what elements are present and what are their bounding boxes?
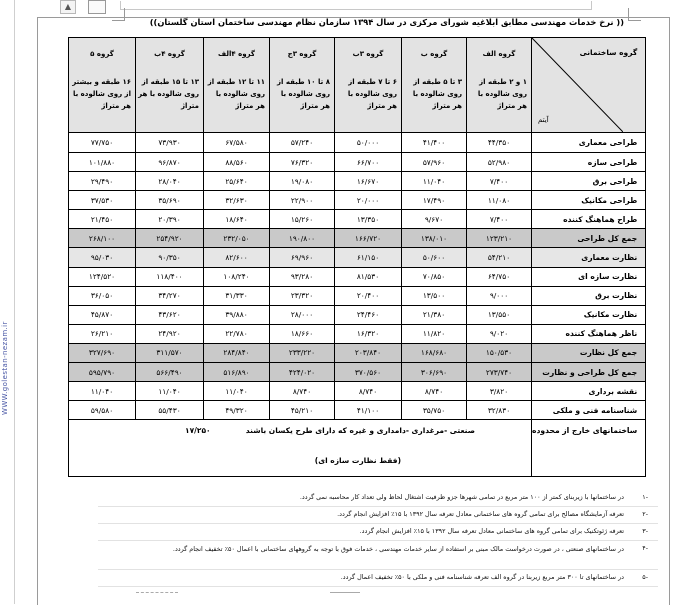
fee-value: ۵۹۵/۷۹۰ bbox=[69, 363, 136, 382]
footnote-item bbox=[98, 570, 658, 587]
fee-value: ۱۷/۴۹۰ bbox=[402, 191, 467, 210]
fee-value: ۶۹/۹۶۰ bbox=[270, 248, 335, 267]
special-note-cell bbox=[69, 420, 532, 477]
page-thumbnail-icon[interactable] bbox=[88, 0, 106, 14]
fee-value: ۲۴/۹۲۰ bbox=[136, 324, 204, 343]
fee-value: ۷۷/۷۵۰ bbox=[69, 133, 136, 153]
fee-value: ۵۷/۲۴۰ bbox=[270, 133, 335, 153]
group-header-cell bbox=[402, 38, 467, 133]
fee-value: ۷۶/۳۲۰ bbox=[270, 153, 335, 172]
fee-value: ۱۱۸/۴۰۰ bbox=[136, 267, 204, 286]
group-name: گروه ۳ب bbox=[352, 50, 384, 58]
fee-value: ۴۹/۳۲۰ bbox=[204, 401, 270, 420]
fee-value: ۳۶/۰۵۰ bbox=[69, 286, 136, 305]
group-name: گروه ۵ bbox=[90, 50, 114, 58]
fee-value: ۱۳/۵۰۰ bbox=[402, 286, 467, 305]
group-header bbox=[402, 38, 466, 132]
fee-value: ۱۱/۰۴۰ bbox=[402, 172, 467, 191]
fee-value: ۲۷۳/۷۴۰ bbox=[467, 363, 532, 382]
footnote-number: -۱ bbox=[642, 493, 648, 501]
fee-value: ۳/۸۲۰ bbox=[467, 382, 532, 401]
fee-value: ۵۱۶/۸۹۰ bbox=[204, 363, 270, 382]
fee-value: ۲۲/۷۸۰ bbox=[204, 324, 270, 343]
fee-table bbox=[68, 37, 646, 477]
table-row bbox=[69, 267, 646, 286]
fee-value: ۸۲/۶۰۰ bbox=[204, 248, 270, 267]
fee-value: ۲۴/۴۶۰ bbox=[335, 305, 402, 324]
special-note-text: صنعتی -مرغداری -دامداری و غیره که دارای طرح یکسان باشند bbox=[245, 426, 475, 436]
fee-value: ۴۱/۴۰۰ bbox=[402, 133, 467, 153]
fee-value: ۲۹/۴۹۰ bbox=[69, 172, 136, 191]
group-header bbox=[136, 38, 203, 132]
group-name: گروه ۴ب bbox=[154, 50, 185, 58]
group-description: ۱۱ تا ۱۲ طبقه از روی شالوده با هر متراژ bbox=[207, 78, 265, 110]
fee-value: ۶۴/۷۵۰ bbox=[467, 267, 532, 286]
group-description: ۸ تا ۱۰ طبقه از روی شالوده با هر متراژ bbox=[276, 78, 330, 110]
fee-value: ۱۱/۰۸۰ bbox=[467, 191, 532, 210]
fee-value: ۲۱/۴۵۰ bbox=[69, 210, 136, 229]
fee-value: ۹۳/۲۸۰ bbox=[270, 267, 335, 286]
special-row bbox=[69, 420, 646, 477]
fee-value: ۳۷/۵۳۰ bbox=[69, 191, 136, 210]
fee-value: ۱۰۱/۸۸۰ bbox=[69, 153, 136, 172]
row-label: طراحی مکانیک bbox=[532, 191, 646, 210]
fee-value: ۱۳/۳۵۰ bbox=[335, 210, 402, 229]
fee-value: ۳۲۷/۶۹۰ bbox=[69, 343, 136, 362]
corner-header bbox=[532, 38, 645, 132]
fee-value: ۷/۴۰۰ bbox=[467, 210, 532, 229]
fee-value: ۷/۴۰۰ bbox=[467, 172, 532, 191]
fee-value: ۷۰/۸۵۰ bbox=[402, 267, 467, 286]
row-label: نظارت مکانیک bbox=[532, 305, 646, 324]
group-name: گروه الف bbox=[482, 50, 516, 58]
row-label: طراحی معماری bbox=[532, 133, 646, 153]
fee-value: ۸۱/۵۳۰ bbox=[335, 267, 402, 286]
footnote-text: تعرفه ژئوتکنیک برای تمامی گروه های ساختمانی معادل تعرفه سال ۱۳۹۲ با ۱۵٪ افزایش انجام گردد. bbox=[359, 527, 624, 535]
frame-edge bbox=[120, 1, 592, 10]
table-row bbox=[69, 286, 646, 305]
fee-value: ۳۱/۳۳۰ bbox=[204, 286, 270, 305]
group-header bbox=[467, 38, 531, 132]
page-edge-mark-2 bbox=[330, 592, 360, 593]
fee-value: ۹/۰۲۰ bbox=[467, 324, 532, 343]
group-header-cell bbox=[204, 38, 270, 133]
fee-value: ۱۱/۰۴۰ bbox=[204, 382, 270, 401]
fee-value: ۵۴/۲۱۰ bbox=[467, 248, 532, 267]
fee-value: ۴۵/۲۱۰ bbox=[270, 401, 335, 420]
fee-value: ۴۵/۸۷۰ bbox=[69, 305, 136, 324]
footnote-item bbox=[98, 524, 658, 541]
row-label: شناسنامه فنی و ملکی bbox=[532, 401, 646, 420]
fee-value: ۷۳/۹۳۰ bbox=[136, 133, 204, 153]
row-label: طراحی سازه bbox=[532, 153, 646, 172]
fee-value: ۱۳۸/۰۱۰ bbox=[402, 229, 467, 248]
footnote-number: -۲ bbox=[642, 510, 648, 518]
fee-value: ۲۵۴/۹۲۰ bbox=[136, 229, 204, 248]
fee-value: ۳۰۶/۶۹۰ bbox=[402, 363, 467, 382]
row-label: جمع کل نظارت bbox=[532, 343, 646, 362]
fee-value: ۵۷/۹۶۰ bbox=[402, 153, 467, 172]
group-header-cell bbox=[69, 38, 136, 133]
fee-value: ۵۰/۰۰۰ bbox=[335, 133, 402, 153]
fee-value: ۲۶/۲۱۰ bbox=[69, 324, 136, 343]
fee-value: ۱۲۳/۲۱۰ bbox=[467, 229, 532, 248]
footnote-number: -۴ bbox=[642, 544, 648, 552]
fee-value: ۹۰/۳۵۰ bbox=[136, 248, 204, 267]
fee-value: ۴۴/۳۵۰ bbox=[467, 133, 532, 153]
row-label: نظارت برق bbox=[532, 286, 646, 305]
fee-value: ۵۹/۵۸۰ bbox=[69, 401, 136, 420]
fee-value: ۱۵۰/۵۳۰ bbox=[467, 343, 532, 362]
fee-value: ۵۵/۴۳۰ bbox=[136, 401, 204, 420]
special-row-label: ساختمانهای خارج از محدوده bbox=[532, 420, 646, 477]
group-name: گروه ۳ج bbox=[287, 50, 317, 58]
fee-value: ۳۲/۶۳۰ bbox=[204, 191, 270, 210]
fee-value: ۲۸۴/۸۴۰ bbox=[204, 343, 270, 362]
fee-value: ۳۹/۸۸۰ bbox=[204, 305, 270, 324]
group-header bbox=[69, 38, 135, 132]
fee-value: ۲۳/۳۲۰ bbox=[270, 286, 335, 305]
fee-value: ۱۹/۰۸۰ bbox=[270, 172, 335, 191]
group-description: ۱۳ تا ۱۵ طبقه از روی شالوده با هر متراژ bbox=[138, 78, 199, 110]
row-label: نقشه برداری bbox=[532, 382, 646, 401]
row-label: جمع کل طراحی bbox=[532, 229, 646, 248]
group-name: گروه ۴الف bbox=[217, 50, 255, 58]
group-description: ۶ تا ۷ طبقه از روی شالوده با هر متراژ bbox=[347, 78, 397, 110]
corner-header-cell bbox=[532, 38, 646, 133]
page-title: (( نرخ خدمات مهندسی مطابق ابلاغیه شورای مرکزی در سال ۱۳۹۴ سازمان نظام مهندسی ساختمان استان گلستان)) bbox=[149, 17, 624, 27]
fee-value: ۸/۷۴۰ bbox=[270, 382, 335, 401]
fee-value: ۱۹۰/۸۰۰ bbox=[270, 229, 335, 248]
special-note-value: ۱۷/۲۵۰ bbox=[185, 426, 211, 436]
group-header-cell bbox=[270, 38, 335, 133]
row-label: ناظر هماهنگ کننده bbox=[532, 324, 646, 343]
fee-value: ۳۱۱/۵۷۰ bbox=[136, 343, 204, 362]
fee-value: ۱۵/۲۶۰ bbox=[270, 210, 335, 229]
table-row bbox=[69, 133, 646, 153]
table-row bbox=[69, 401, 646, 420]
fee-value: ۱۶/۳۲۰ bbox=[335, 324, 402, 343]
table-row bbox=[69, 382, 646, 401]
fee-value: ۱۱/۰۴۰ bbox=[69, 382, 136, 401]
corner-top-label: گروه ساختمانی bbox=[579, 48, 638, 57]
footnote-item bbox=[98, 541, 658, 570]
fee-value: ۱۶۶/۷۲۰ bbox=[335, 229, 402, 248]
fee-value: ۶۷/۵۸۰ bbox=[204, 133, 270, 153]
fee-value: ۲۸/۰۴۰ bbox=[136, 172, 204, 191]
table-row bbox=[69, 172, 646, 191]
fee-value: ۳۷۰/۵۶۰ bbox=[335, 363, 402, 382]
fee-value: ۲۸/۰۰۰ bbox=[270, 305, 335, 324]
fee-value: ۹/۶۷۰ bbox=[402, 210, 467, 229]
table-row bbox=[69, 343, 646, 362]
fee-value: ۲۵/۶۴۰ bbox=[204, 172, 270, 191]
table-row bbox=[69, 191, 646, 210]
fee-value: ۱۰۸/۲۴۰ bbox=[204, 267, 270, 286]
scroll-up-arrow-icon[interactable]: ▲ bbox=[60, 0, 76, 14]
fee-value: ۲۳۳/۲۲۰ bbox=[270, 343, 335, 362]
footnote-text: تعرفه آزمایشگاه مصالح برای تمامی گروه های ساختمانی معادل تعرفه سال ۱۳۹۲ با ۱۵٪ افزایش انجام گردد. bbox=[337, 510, 624, 518]
fee-value: ۲۶۸/۱۰۰ bbox=[69, 229, 136, 248]
group-name: گروه ب bbox=[420, 50, 448, 58]
fee-value: ۱۸/۶۴۰ bbox=[204, 210, 270, 229]
fee-value: ۲۰۳/۸۴۰ bbox=[335, 343, 402, 362]
group-header bbox=[335, 38, 401, 132]
group-description: ۱ و ۲ طبقه از روی شالوده با هر متراژ bbox=[477, 78, 527, 110]
fee-value: ۸۸/۵۶۰ bbox=[204, 153, 270, 172]
fee-value: ۳۵/۷۵۰ bbox=[402, 401, 467, 420]
footnote-text: در ساختمانهای صنعتی ، در صورت درخواست مالک مبنی بر استفاده از سایر خدمات مهندسی ، خدمات فوق با توجه به گروههای ساختمانی با اعمال ۵۰٪ تخفیف انجام گردد. bbox=[172, 545, 624, 553]
fee-value: ۵۲/۹۸۰ bbox=[467, 153, 532, 172]
group-description: ۱۶ طبقه و بیشتر از روی شالوده با هر متراژ bbox=[72, 78, 131, 110]
fee-value: ۲۱/۳۸۰ bbox=[402, 305, 467, 324]
footnote-number: -۵ bbox=[642, 573, 648, 581]
table-row bbox=[69, 248, 646, 267]
group-header bbox=[204, 38, 269, 132]
group-header-cell bbox=[335, 38, 402, 133]
fee-value: ۲۳۲/۰۵۰ bbox=[204, 229, 270, 248]
row-label: جمع کل طراحی و نظارت bbox=[532, 363, 646, 382]
crop-mark-right bbox=[628, 8, 641, 21]
fee-value: ۱۱/۸۲۰ bbox=[402, 324, 467, 343]
group-header bbox=[270, 38, 334, 132]
fee-value: ۴۱/۱۰۰ bbox=[335, 401, 402, 420]
table-row bbox=[69, 153, 646, 172]
fee-value: ۲۲/۹۰۰ bbox=[270, 191, 335, 210]
row-label: طراح هماهنگ کننده bbox=[532, 210, 646, 229]
fee-value: ۹/۰۰۰ bbox=[467, 286, 532, 305]
fee-value: ۳۲/۸۳۰ bbox=[467, 401, 532, 420]
website-watermark: WWW.golestan-nezam.ir bbox=[1, 321, 9, 415]
fee-value: ۶۶/۷۰۰ bbox=[335, 153, 402, 172]
fee-value: ۳۵/۶۹۰ bbox=[136, 191, 204, 210]
side-divider bbox=[14, 0, 15, 604]
fee-value: ۱۳/۵۵۰ bbox=[467, 305, 532, 324]
table-header-row bbox=[69, 38, 646, 133]
fee-value: ۵۶۶/۴۹۰ bbox=[136, 363, 204, 382]
fee-value: ۸/۷۴۰ bbox=[335, 382, 402, 401]
page-edge-mark bbox=[136, 592, 178, 599]
special-note-sub: (فقط نظارت سازه ای) bbox=[314, 456, 401, 466]
footnote-number: -۳ bbox=[642, 527, 648, 535]
table-row bbox=[69, 210, 646, 229]
footnote-text: در ساختمانها با زیربنای کمتر از ۱۰۰ متر مربع در تمامی شهرها جزو ظرفیت اشتغال لحاظ ولی تعداد کار محاسبه نمی گردد. bbox=[299, 493, 624, 501]
group-description: ۳ تا ۵ طبقه از روی شالوده با هر متراژ bbox=[412, 78, 462, 110]
fee-value: ۶۱/۱۵۰ bbox=[335, 248, 402, 267]
row-label: نظارت سازه ای bbox=[532, 267, 646, 286]
fee-value: ۱۲۴/۵۲۰ bbox=[69, 267, 136, 286]
group-header-cell bbox=[467, 38, 532, 133]
fee-value: ۴۲۴/۰۲۰ bbox=[270, 363, 335, 382]
footnote-text: در ساختمانهای تا ۳۰۰ متر مربع زیربنا در گروه الف تعرفه شناسنامه فنی و ملکی با ۵۰٪ تخفیف اعمال گردد. bbox=[340, 573, 624, 581]
fee-value: ۱۱/۰۴۰ bbox=[136, 382, 204, 401]
footnotes bbox=[98, 490, 658, 587]
fee-value: ۵۰/۶۰۰ bbox=[402, 248, 467, 267]
footnote-item bbox=[98, 490, 658, 507]
fee-value: ۱۶۸/۶۸۰ bbox=[402, 343, 467, 362]
fee-value: ۲۰/۳۹۰ bbox=[136, 210, 204, 229]
fee-value: ۹۶/۸۷۰ bbox=[136, 153, 204, 172]
table-row bbox=[69, 305, 646, 324]
group-header-cell bbox=[136, 38, 204, 133]
row-label: نظارت معماری bbox=[532, 248, 646, 267]
corner-bottom-label: آیتم bbox=[538, 116, 549, 124]
footnote-item bbox=[98, 507, 658, 524]
table-row bbox=[69, 324, 646, 343]
fee-value: ۱۸/۶۶۰ bbox=[270, 324, 335, 343]
fee-value: ۱۶/۶۷۰ bbox=[335, 172, 402, 191]
fee-value: ۸/۷۴۰ bbox=[402, 382, 467, 401]
fee-value: ۲۰/۴۰۰ bbox=[335, 286, 402, 305]
table-row bbox=[69, 363, 646, 382]
row-label: طراحی برق bbox=[532, 172, 646, 191]
fee-value: ۳۴/۲۷۰ bbox=[136, 286, 204, 305]
table-row bbox=[69, 229, 646, 248]
fee-value: ۹۵/۰۳۰ bbox=[69, 248, 136, 267]
special-note bbox=[69, 420, 531, 476]
fee-value: ۲۰/۰۰۰ bbox=[335, 191, 402, 210]
fee-value: ۴۳/۶۲۰ bbox=[136, 305, 204, 324]
